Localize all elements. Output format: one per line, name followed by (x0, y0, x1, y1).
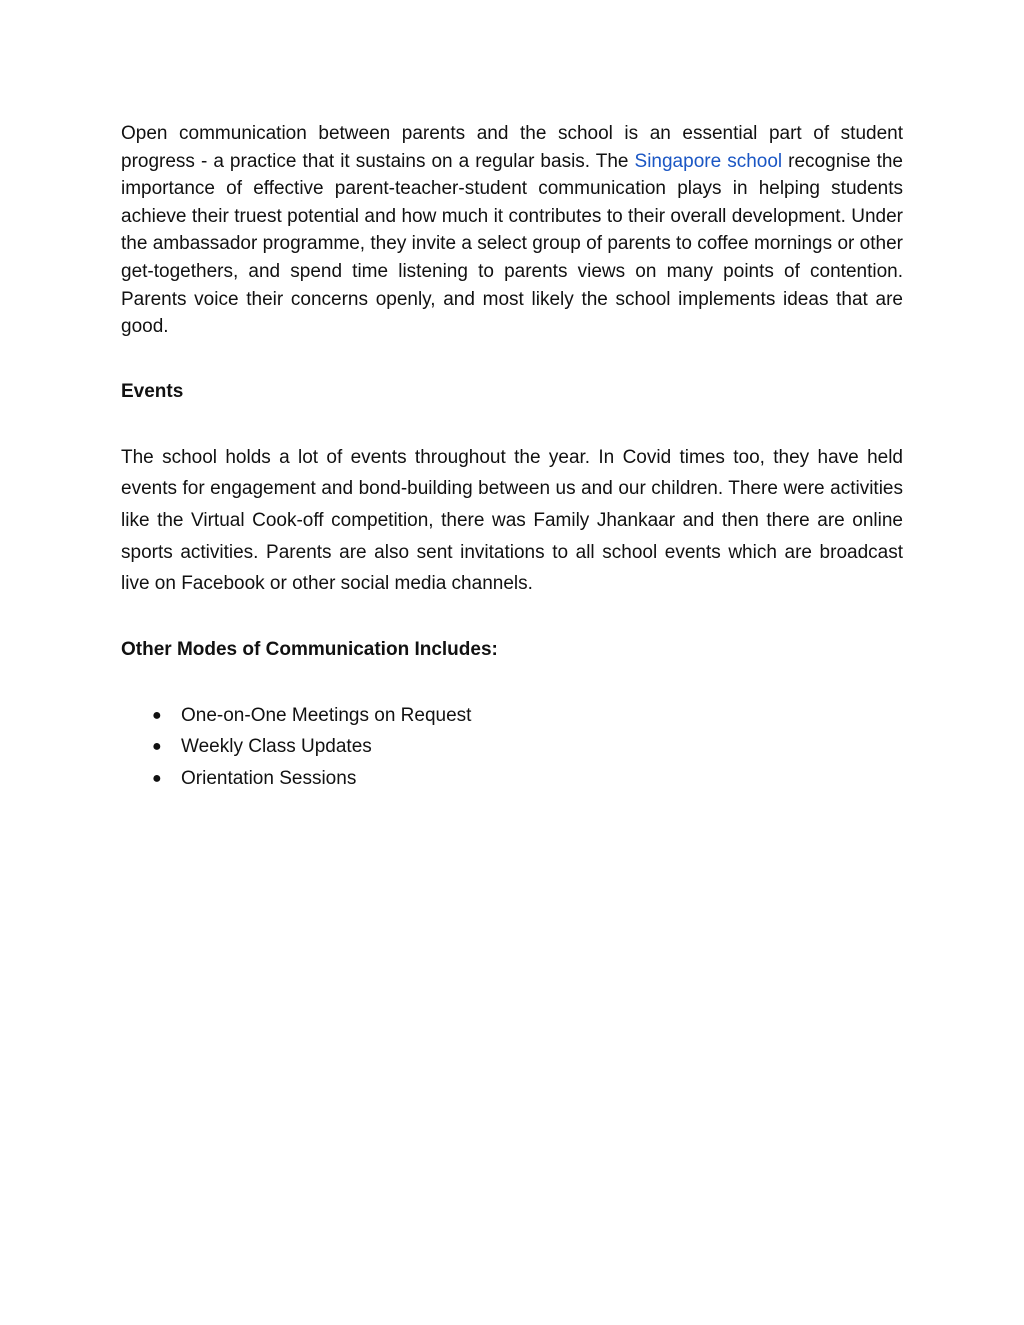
list-item-text: Weekly Class Updates (181, 736, 372, 758)
document-body (121, 120, 903, 795)
list-item-text: One-on-One Meetings on Request (181, 704, 472, 726)
other-modes-heading: Other Modes of Communication Includes: (121, 638, 498, 660)
bullet-icon: ● (152, 769, 162, 787)
singapore-school-link[interactable]: Singapore school (634, 150, 783, 172)
other-modes-list (121, 700, 903, 795)
list-item (121, 731, 903, 763)
list-item-text: Orientation Sessions (181, 767, 357, 789)
events-paragraph: The school holds a lot of events throughout the year. In Covid times too, they have held events for engagement and bond-building between us and our children. There were activities like the Virtual Cook-off competition, there was Family Jhankaar and then there are online sports activities. Parents are also sent invitations to all school events which are broadcast live on Facebook or other social media channels. (121, 446, 903, 595)
list-item (121, 700, 903, 732)
intro-text-before-link: Open communication between parents and the school is an essential part of student progress - a practice that it sustains on a regular basis. The (121, 123, 903, 172)
list-item (121, 763, 903, 795)
events-heading: Events (121, 380, 184, 402)
intro-paragraph (121, 120, 903, 341)
bullet-icon: ● (152, 738, 162, 756)
intro-text-after-link: recognise the importance of effective parent-teacher-student communication plays in helping students achieve their truest potential and how much it contributes to their overall development. Under the ambassador programme, they invite a select group of parents to coffee mornings or other get-togethers, and spend time listening to parents views on many points of contention. Parents voice their concerns openly, and most likely the school implements ideas that are good. (121, 150, 903, 338)
bullet-icon: ● (152, 706, 162, 724)
